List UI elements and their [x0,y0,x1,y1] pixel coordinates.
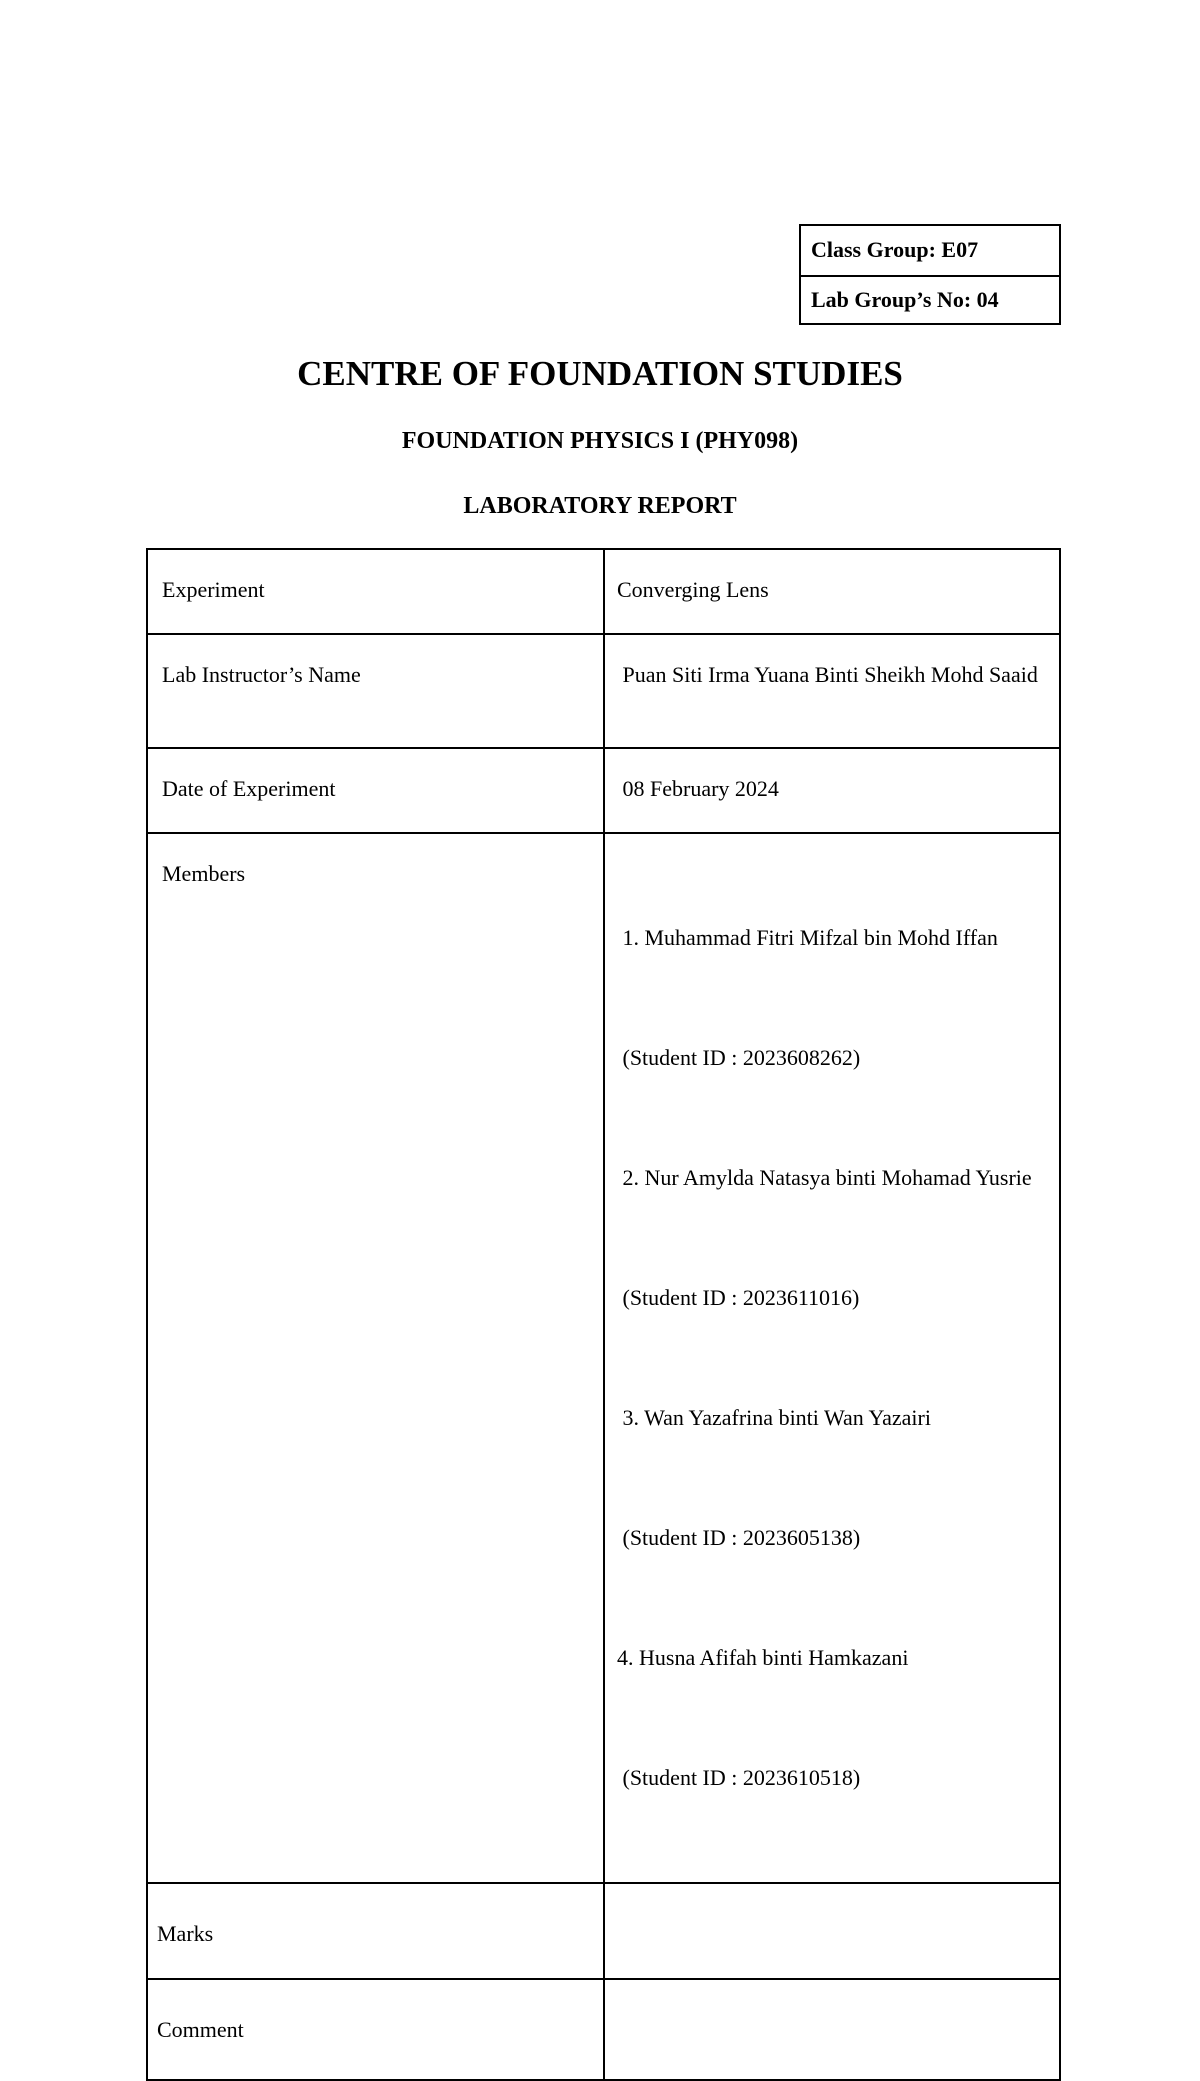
members-list [605,834,1059,1882]
comment-label: Comment [157,2017,244,2042]
member-student-id: (Student ID : 2023610518) [617,1765,861,1790]
report-info-table [146,548,1061,2081]
members-label: Members [162,861,246,886]
instructor-value: Puan Siti Irma Yuana Binti Sheikh Mohd Saaid [617,662,1038,687]
members-row [147,833,1060,1883]
centre-title: CENTRE OF FOUNDATION STUDIES [297,354,903,393]
experiment-row [147,549,1060,634]
member-student-id: (Student ID : 2023611016) [617,1285,860,1310]
marks-label: Marks [157,1921,214,1946]
date-label: Date of Experiment [162,776,336,801]
marks-row [147,1883,1060,1979]
report-title: LABORATORY REPORT [463,493,737,519]
comment-row [147,1979,1060,2080]
date-row [147,748,1060,833]
member-name: 4. Husna Afifah binti Hamkazani [617,1645,909,1670]
experiment-value: Converging Lens [617,577,769,602]
course-title: FOUNDATION PHYSICS I (PHY098) [401,428,799,454]
date-value: 08 February 2024 [617,776,779,801]
group-info-box [799,224,1061,325]
member-name: 1. Muhammad Fitri Mifzal bin Mohd Iffan [617,925,998,950]
experiment-label: Experiment [162,577,265,602]
member-name: 2. Nur Amylda Natasya binti Mohamad Yusrie [617,1165,1032,1190]
class-group: Class Group: E07 [811,237,979,263]
instructor-row [147,634,1060,748]
member-student-id: (Student ID : 2023605138) [617,1525,861,1550]
member-name: 3. Wan Yazafrina binti Wan Yazairi [617,1405,931,1430]
member-student-id: (Student ID : 2023608262) [617,1045,861,1070]
instructor-label: Lab Instructor’s Name [162,662,361,687]
lab-group-number: Lab Group’s No: 04 [801,275,1059,324]
